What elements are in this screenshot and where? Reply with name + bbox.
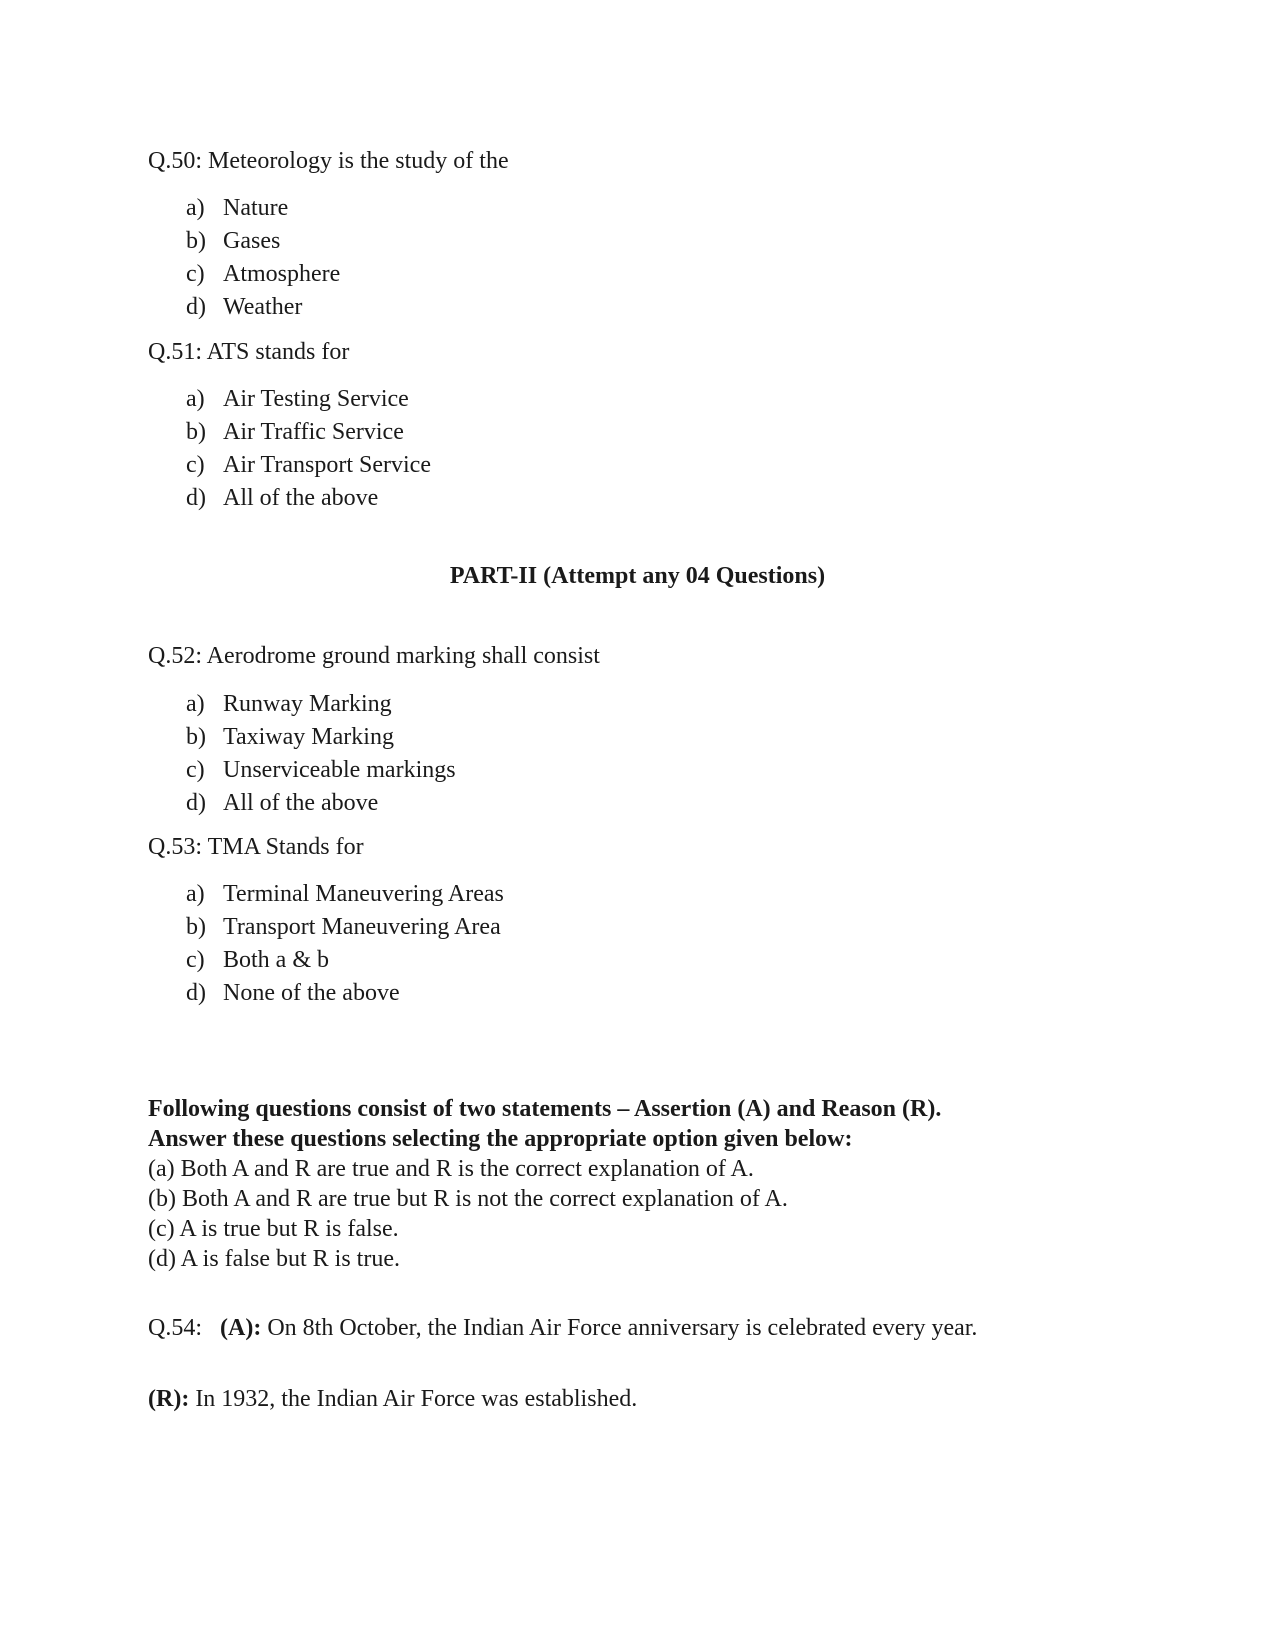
option-letter: b) (186, 914, 206, 940)
option-text: Air Testing Service (223, 386, 409, 412)
assertion-text: On 8th October, the Indian Air Force anniversary is celebrated every year. (267, 1315, 978, 1341)
option-a (186, 878, 504, 911)
question-54-assertion (148, 1313, 977, 1343)
reason-text: In 1932, the Indian Air Force was established. (195, 1386, 638, 1412)
option-letter: b) (186, 419, 206, 445)
option-a (186, 192, 340, 225)
option-letter: b) (186, 228, 206, 254)
instructions-line-1: Following questions consist of two statements – Assertion (A) and Reason (R). (148, 1096, 942, 1122)
option-text: Weather (223, 294, 303, 320)
option-a (186, 383, 431, 416)
option-text: Air Transport Service (223, 452, 431, 478)
option-letter: d) (186, 980, 206, 1006)
question-50: Q.50: Meteorology is the study of the (148, 148, 509, 174)
question-54-number: Q.54: (148, 1315, 202, 1341)
option-letter: b) (186, 724, 206, 750)
question-51-options (186, 383, 431, 515)
question-53-options (186, 878, 504, 1010)
option-text: Terminal Maneuvering Areas (223, 881, 504, 907)
option-letter: c) (186, 452, 205, 478)
instructions-line-2: Answer these questions selecting the appropriate option given below: (148, 1126, 853, 1152)
option-text: Taxiway Marking (223, 724, 394, 750)
option-text: All of the above (223, 790, 379, 816)
option-letter: a) (186, 195, 205, 221)
option-letter: a) (186, 881, 205, 907)
option-text: None of the above (223, 980, 400, 1006)
option-c (186, 258, 340, 291)
option-text: Both a & b (223, 947, 329, 973)
option-text: Gases (223, 228, 281, 254)
option-c (186, 449, 431, 482)
option-text: Nature (223, 195, 289, 221)
option-text: Unserviceable markings (223, 757, 456, 783)
option-letter: a) (186, 386, 205, 412)
option-d (186, 787, 456, 820)
assertion-label: (A): (220, 1315, 262, 1341)
option-b (186, 416, 431, 449)
option-d (186, 291, 340, 324)
option-letter: d) (186, 485, 206, 511)
instruction-option-d: (d) A is false but R is true. (148, 1246, 400, 1272)
option-text: Atmosphere (223, 261, 341, 287)
reason-label: (R): (148, 1386, 190, 1412)
instruction-option-c: (c) A is true but R is false. (148, 1216, 399, 1242)
option-letter: d) (186, 294, 206, 320)
option-b (186, 225, 340, 258)
question-52: Q.52: Aerodrome ground marking shall consist (148, 643, 600, 669)
option-letter: d) (186, 790, 206, 816)
option-letter: a) (186, 691, 205, 717)
option-letter: c) (186, 947, 205, 973)
option-text: All of the above (223, 485, 379, 511)
option-c (186, 754, 456, 787)
option-letter: c) (186, 261, 205, 287)
option-a (186, 688, 456, 721)
question-53: Q.53: TMA Stands for (148, 834, 364, 860)
option-b (186, 911, 504, 944)
part-heading: PART-II (Attempt any 04 Questions) (449, 563, 826, 589)
question-52-options (186, 688, 456, 820)
option-text: Transport Maneuvering Area (223, 914, 501, 940)
option-text: Air Traffic Service (223, 419, 404, 445)
option-letter: c) (186, 757, 205, 783)
question-51: Q.51: ATS stands for (148, 339, 350, 365)
instruction-option-a: (a) Both A and R are true and R is the correct explanation of A. (148, 1156, 754, 1182)
assertion-reason-instructions (148, 1094, 941, 1274)
option-b (186, 721, 456, 754)
option-c (186, 944, 504, 977)
option-d (186, 482, 431, 515)
question-50-options (186, 192, 340, 324)
option-d (186, 977, 504, 1010)
option-text: Runway Marking (223, 691, 392, 717)
instruction-option-b: (b) Both A and R are true but R is not the correct explanation of A. (148, 1186, 788, 1212)
question-54-reason (148, 1384, 637, 1414)
